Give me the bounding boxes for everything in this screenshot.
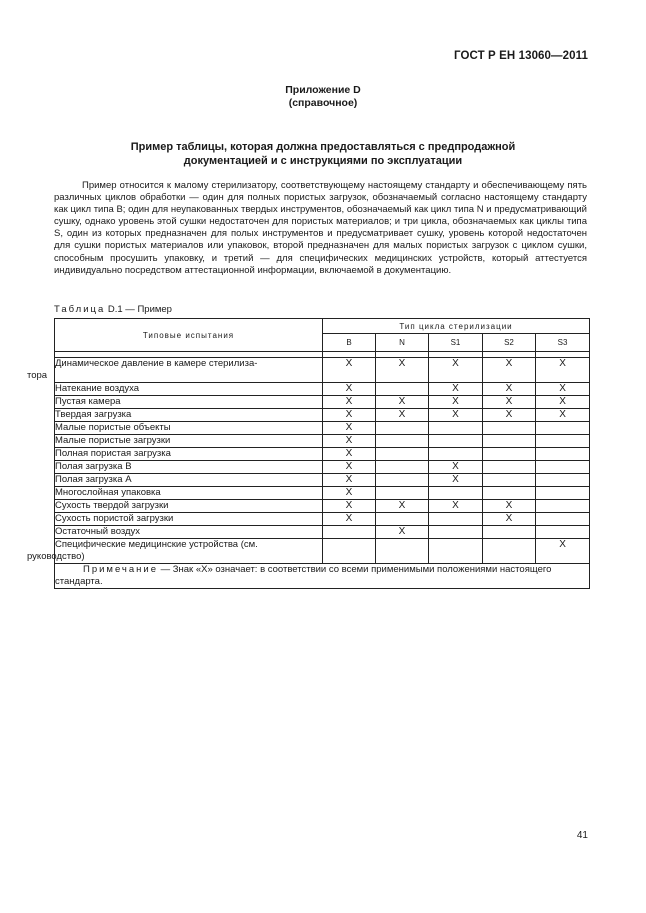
table-row	[55, 474, 590, 487]
column-header: S3	[536, 334, 590, 352]
mark-cell	[376, 487, 429, 500]
note-text: — Знак «X» означает: в соответствии со всеми применимыми положениями настоящего стандарта.	[55, 564, 552, 587]
test-name: Твердая загрузка	[55, 409, 323, 422]
mark-cell: X	[429, 358, 483, 383]
mark-cell: X	[429, 409, 483, 422]
table-row	[55, 513, 590, 526]
mark-cell: X	[429, 383, 483, 396]
mark-cell: X	[376, 358, 429, 383]
mark-cell	[483, 448, 536, 461]
mark-cell	[376, 448, 429, 461]
mark-cell	[536, 500, 590, 513]
mark-cell: X	[323, 383, 376, 396]
section-title	[60, 140, 586, 168]
mark-cell	[429, 487, 483, 500]
mark-cell	[323, 526, 376, 539]
test-name-text: Специфические медицинские устройства (см.	[55, 539, 258, 550]
test-name: Сухость твердой загрузки	[55, 500, 323, 513]
mark-cell	[536, 448, 590, 461]
table-caption	[54, 304, 172, 315]
document-code: ГОСТ Р ЕН 13060—2011	[453, 50, 588, 62]
mark-cell	[376, 383, 429, 396]
test-name: Малые пористые загрузки	[55, 435, 323, 448]
mark-cell	[483, 461, 536, 474]
mark-cell: X	[376, 500, 429, 513]
mark-cell: X	[323, 461, 376, 474]
mark-cell: X	[323, 513, 376, 526]
mark-cell: X	[429, 500, 483, 513]
mark-cell: X	[536, 539, 590, 564]
test-name: Полая загрузка B	[55, 461, 323, 474]
mark-cell	[323, 539, 376, 564]
mark-cell	[429, 435, 483, 448]
mark-cell	[376, 435, 429, 448]
column-header: S2	[483, 334, 536, 352]
mark-cell: X	[376, 409, 429, 422]
mark-cell: X	[483, 513, 536, 526]
annex-title: Приложение D	[285, 84, 361, 96]
table-row	[55, 539, 590, 564]
mark-cell: X	[429, 396, 483, 409]
mark-cell: X	[376, 526, 429, 539]
table-row	[55, 396, 590, 409]
mark-cell	[483, 435, 536, 448]
annex-subtitle: (справочное)	[288, 97, 358, 109]
mark-cell	[429, 539, 483, 564]
test-name: Сухость пористой загрузки	[55, 513, 323, 526]
table-caption-label: Таблица	[54, 304, 106, 315]
mark-cell: X	[536, 396, 590, 409]
mark-cell	[429, 422, 483, 435]
mark-cell: X	[483, 358, 536, 383]
mark-cell	[376, 513, 429, 526]
mark-cell: X	[536, 409, 590, 422]
mark-cell	[536, 422, 590, 435]
test-name-continuation: тора	[27, 370, 48, 381]
column-header: S1	[429, 334, 483, 352]
mark-cell: X	[323, 487, 376, 500]
header-cycle-type: Тип цикла стерилизации	[323, 319, 590, 334]
note-row	[55, 564, 590, 589]
mark-cell: X	[323, 422, 376, 435]
table-row	[55, 461, 590, 474]
mark-cell	[536, 526, 590, 539]
mark-cell: X	[323, 435, 376, 448]
mark-cell	[536, 474, 590, 487]
table-row	[55, 422, 590, 435]
table-row	[55, 435, 590, 448]
table-caption-text: D.1 — Пример	[105, 304, 172, 315]
mark-cell: X	[429, 461, 483, 474]
mark-cell	[429, 513, 483, 526]
mark-cell: X	[323, 358, 376, 383]
mark-cell	[536, 487, 590, 500]
test-name-continuation: руководство)	[27, 551, 85, 562]
mark-cell: X	[323, 500, 376, 513]
test-name	[27, 358, 323, 383]
test-name: Малые пористые объекты	[55, 422, 323, 435]
table-row	[55, 448, 590, 461]
page-number: 41	[576, 830, 588, 841]
mark-cell: X	[323, 396, 376, 409]
test-table	[27, 318, 590, 589]
mark-cell	[483, 487, 536, 500]
section-title-line-1: Пример таблицы, которая должна предоставляться с предпродажной	[130, 141, 516, 153]
mark-cell	[483, 422, 536, 435]
section-title-line-2: документацией и с инструкциями по эксплуатации	[183, 155, 463, 167]
mark-cell: X	[429, 474, 483, 487]
table-note	[55, 564, 590, 589]
test-name: Полная пористая загрузка	[55, 448, 323, 461]
mark-cell: X	[483, 383, 536, 396]
mark-cell	[376, 539, 429, 564]
table-row	[55, 487, 590, 500]
test-name: Пустая камера	[55, 396, 323, 409]
mark-cell: X	[376, 396, 429, 409]
note-label: Примечание	[83, 564, 158, 575]
mark-cell: X	[323, 474, 376, 487]
table-row	[55, 500, 590, 513]
header-tests: Типовые испытания	[55, 319, 323, 352]
test-name: Остаточный воздух	[55, 526, 323, 539]
mark-cell	[376, 474, 429, 487]
test-name	[27, 539, 323, 564]
test-name: Полая загрузка A	[55, 474, 323, 487]
table-row	[55, 409, 590, 422]
mark-cell: X	[483, 409, 536, 422]
mark-cell	[483, 526, 536, 539]
test-name: Многослойная упаковка	[55, 487, 323, 500]
annex-heading	[0, 84, 646, 110]
mark-cell	[376, 422, 429, 435]
mark-cell	[429, 526, 483, 539]
mark-cell	[536, 513, 590, 526]
test-name: Натекание воздуха	[55, 383, 323, 396]
body-paragraph: Пример относится к малому стерилизатору, соответствующему настоящему стандарту и обеспечивающему пять различных циклов обработки — один для полных пористых загрузок, обозначаемый согласно настоящему стандарту как цикл типа B; один для неупакованных твердых инструментов, обозначаемый как цикл типа N и предусматривающий сушку, однако уровень этой сушки недостаточен для пористых материалов; и три цикла, обозначаемых как циклы типа S, один из которых предназначен для полых инструментов и предусматривает сушку, уровень которой недостаточен для сушки пористых материалов или упаковок, второй предназначен для малых пористых загрузок с циклом сушки, способным просушить упаковку, и третий — для специфических медицинских устройств, который аттестуется индивидуально посредством аттестационной информации, включаемой в документацию.	[54, 180, 587, 276]
mark-cell	[536, 435, 590, 448]
mark-cell: X	[536, 358, 590, 383]
table-row	[55, 358, 590, 383]
mark-cell: X	[483, 500, 536, 513]
mark-cell: X	[536, 383, 590, 396]
mark-cell	[429, 448, 483, 461]
column-header: N	[376, 334, 429, 352]
table-row	[55, 383, 590, 396]
mark-cell: X	[483, 396, 536, 409]
table-row	[55, 526, 590, 539]
mark-cell	[536, 461, 590, 474]
mark-cell: X	[323, 448, 376, 461]
mark-cell	[376, 461, 429, 474]
mark-cell	[483, 474, 536, 487]
mark-cell: X	[323, 409, 376, 422]
table-body	[27, 358, 590, 589]
column-header: B	[323, 334, 376, 352]
mark-cell	[483, 539, 536, 564]
test-name-text: Динамическое давление в камере стерилиза-	[55, 358, 258, 369]
